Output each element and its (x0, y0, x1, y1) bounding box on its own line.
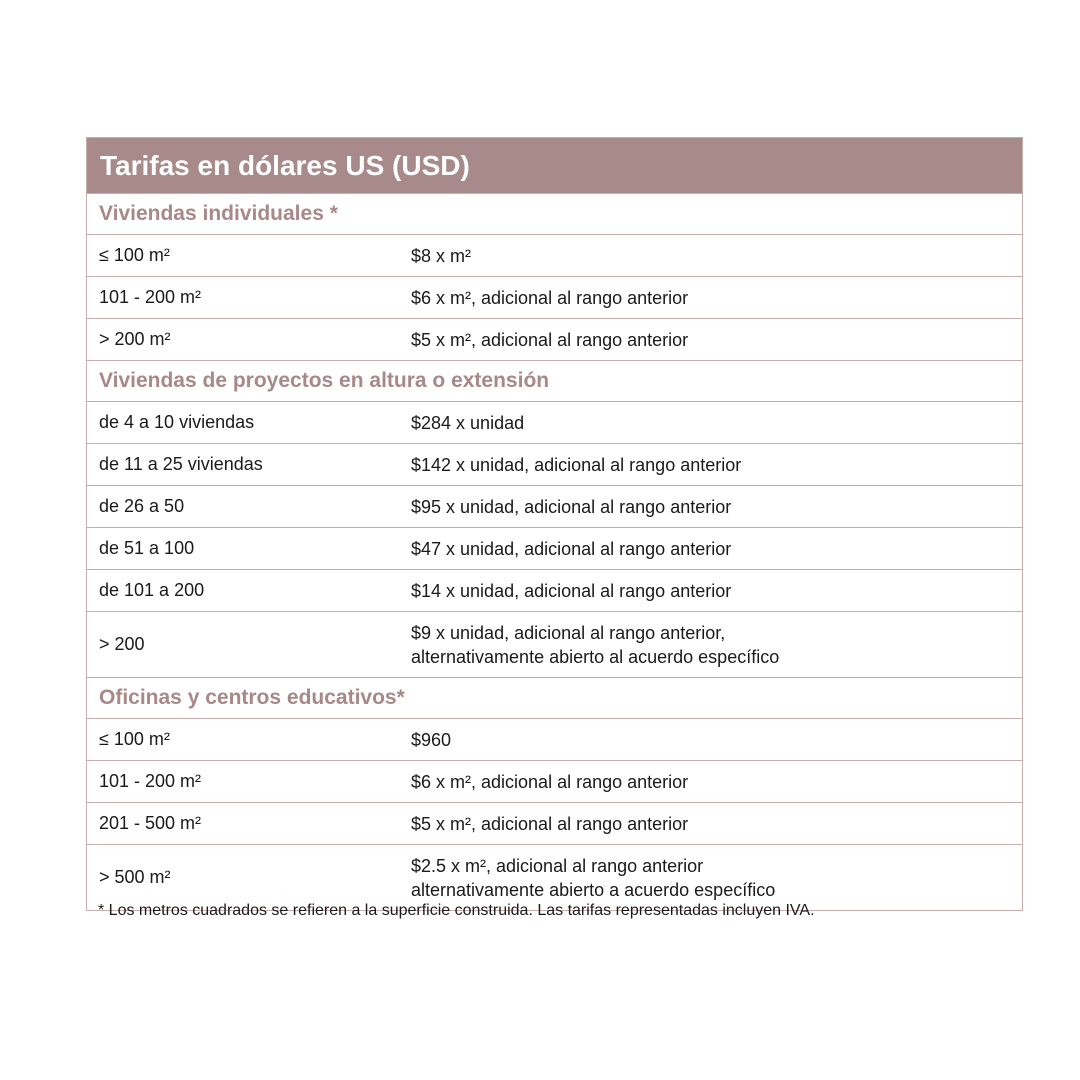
rates-table (86, 137, 1023, 911)
table-row (87, 718, 1022, 760)
rate-line: $5 x m², adicional al rango anterior (411, 813, 689, 834)
table-row (87, 527, 1022, 569)
table-row (87, 443, 1022, 485)
section-header: Viviendas individuales * (87, 193, 1022, 234)
range-cell: de 4 a 10 viviendas (99, 412, 255, 432)
rate-line: $14 x unidad, adicional al rango anterior (411, 580, 732, 601)
rate-line: alternativamente abierto al acuerdo específico (411, 646, 780, 667)
rate-cell (411, 235, 1022, 276)
table-row (87, 611, 1022, 677)
range-cell: ≤ 100 m² (99, 729, 170, 749)
range-cell: de 26 a 50 (99, 496, 185, 516)
rate-line: $2.5 x m², adicional al rango anterior (411, 855, 704, 876)
table-row (87, 276, 1022, 318)
rate-cell (411, 761, 1022, 802)
table-body (87, 193, 1022, 910)
range-cell: > 200 (99, 634, 145, 654)
table-row (87, 485, 1022, 527)
section-header: Oficinas y centros educativos* (87, 677, 1022, 718)
rate-line: $8 x m² (411, 245, 472, 266)
footnote: * Los metros cuadrados se refieren a la superficie construida. Las tarifas representadas incluyen IVA. (98, 902, 815, 919)
range-cell: de 11 a 25 viviendas (99, 454, 263, 474)
range-cell: > 500 m² (99, 867, 171, 887)
range-cell: ≤ 100 m² (99, 245, 170, 265)
table-row (87, 318, 1022, 360)
range-cell: > 200 m² (99, 329, 171, 349)
rate-line: $9 x unidad, adicional al rango anterior, (411, 622, 726, 643)
rate-cell (411, 845, 1022, 910)
range-cell: de 51 a 100 (99, 538, 195, 558)
rate-line: alternativamente abierto a acuerdo específico (411, 879, 776, 900)
range-cell: 101 - 200 m² (99, 771, 202, 791)
range-cell: 101 - 200 m² (99, 287, 202, 307)
rate-cell (411, 402, 1022, 443)
rate-cell (411, 528, 1022, 569)
range-cell: 201 - 500 m² (99, 813, 202, 833)
rate-line: $960 (411, 729, 452, 750)
range-cell: de 101 a 200 (99, 580, 205, 600)
table-row (87, 401, 1022, 443)
rate-line: $6 x m², adicional al rango anterior (411, 287, 689, 308)
rate-cell (411, 319, 1022, 360)
rate-cell (411, 719, 1022, 760)
table-row (87, 760, 1022, 802)
rate-line: $47 x unidad, adicional al rango anterior (411, 538, 732, 559)
table-row (87, 234, 1022, 276)
section-header: Viviendas de proyectos en altura o extensión (87, 360, 1022, 401)
rate-cell (411, 277, 1022, 318)
rate-cell (411, 486, 1022, 527)
table-title: Tarifas en dólares US (USD) (87, 138, 1022, 193)
rate-line: $95 x unidad, adicional al rango anterior (411, 496, 732, 517)
rate-line: $5 x m², adicional al rango anterior (411, 329, 689, 350)
rate-cell (411, 612, 1022, 677)
rate-line: $6 x m², adicional al rango anterior (411, 771, 689, 792)
rate-line: $284 x unidad (411, 412, 525, 433)
table-row (87, 844, 1022, 910)
rate-line: $142 x unidad, adicional al rango anterior (411, 454, 742, 475)
rate-cell (411, 570, 1022, 611)
rate-cell (411, 803, 1022, 844)
table-row (87, 802, 1022, 844)
table-row (87, 569, 1022, 611)
rate-cell (411, 444, 1022, 485)
